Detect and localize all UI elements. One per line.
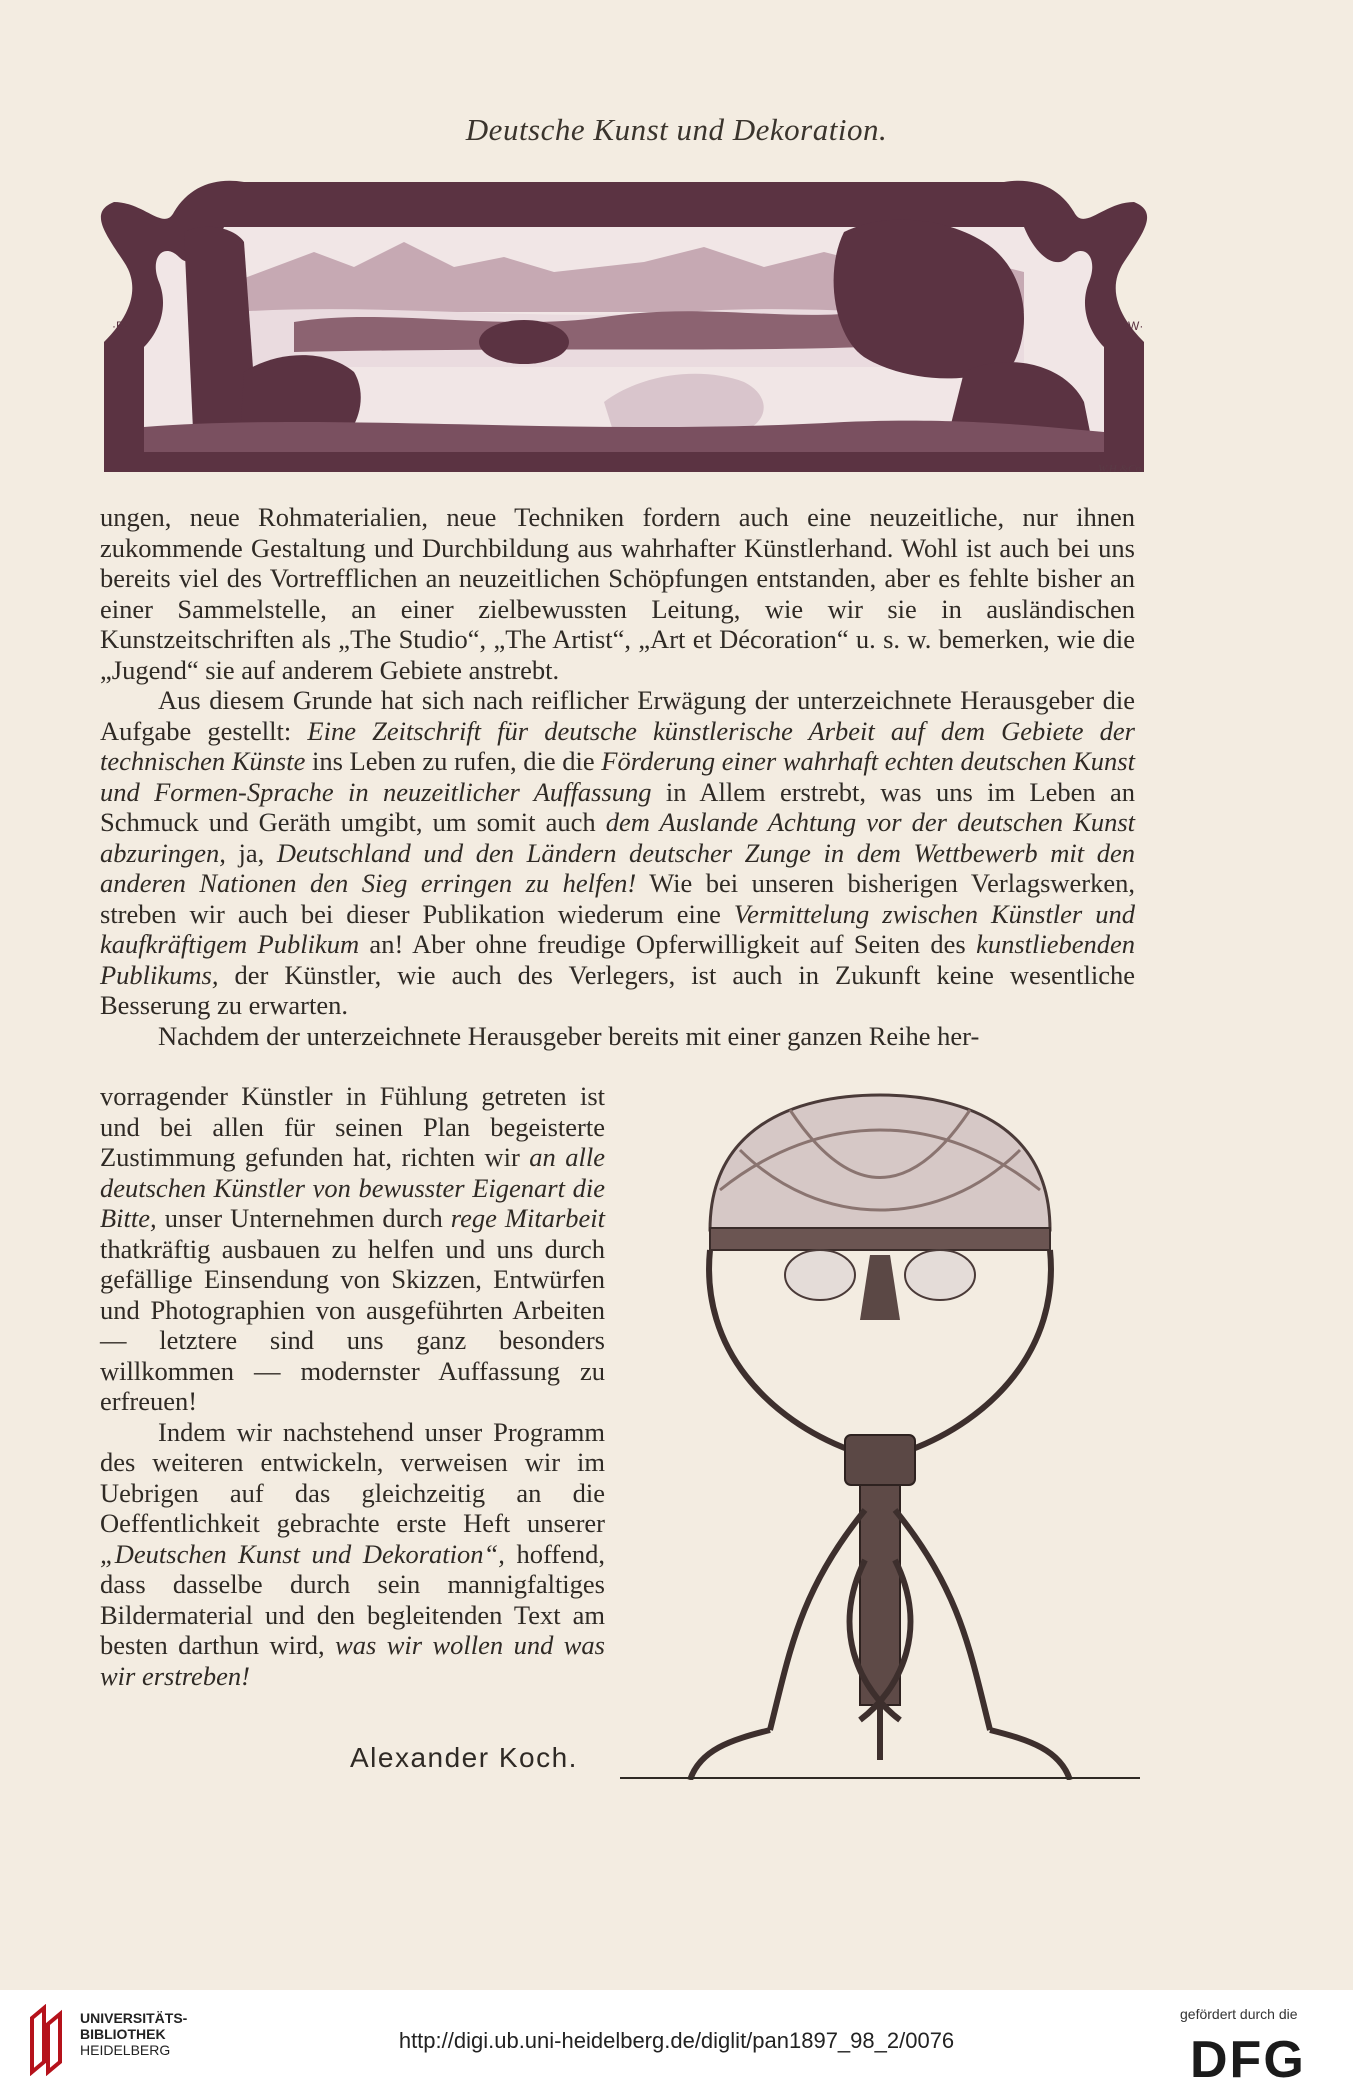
paragraph-1: ungen, neue Rohmaterialien, neue Techniken fordern auch eine neuzeitliche, nur ihnen zukommende Gestaltung und Durchbildung aus wahrhafter Künstlerhand. Wohl ist auch bei uns bereits viel des Vortrefflichen an neuzeitlichen Schöpfungen entstanden, aber es fehlte bisher an einer Sammelstelle, an einer zielbewussten Leitung, wie wir sie in ausländischen Kunstzeitschriften als „The Studio“, „The Artist“, „Art et Décoration“ u. s. w. bemerken, wie die „Jugend“ sie auf anderem Gebiete anstrebt. (100, 502, 1135, 685)
banner-initial-right: ·W· (1124, 319, 1144, 333)
paragraph-3: vorragender Künstler in Fühlung getreten ist und bei allen für seinen Plan begeisterte Zustimmung gefunden hat, richten wir an alle deutschen Künstler von bewusster Eigenart die Bitte, unser Unternehmen durch rege Mitarbeit thatkräftig ausbauen zu helfen und uns durch gefällige Einsendung von Skizzen, Entwürfen und Photographien von ausgeführten Arbeiten — letztere sind uns ganz besonders willkommen — modernster Auffassung zu erfreuen! (100, 1081, 605, 1416)
author-signature: Alexander Koch. (350, 1742, 578, 1773)
library-name: UNIVERSITÄTS- BIBLIOTHEK HEIDELBERG (80, 2010, 188, 2058)
source-url-link[interactable]: http://digi.ub.uni-heidelberg.de/diglit/pan1897_98_2/0076 (398, 2028, 955, 2053)
engraver-mark: W.H.&Co. (1098, 463, 1144, 475)
text-block-narrow (100, 1081, 605, 1691)
decorative-landscape-banner (84, 172, 1164, 472)
page-header-title: Deutsche Kunst und Dekoration. (465, 112, 888, 147)
paragraph-2: Aus diesem Grunde hat sich nach reiflicher Erwägung der unterzeichnete Herausgeber die Aufgabe gestellt: Eine Zeitschrift für deutsche künstlerische Arbeit auf dem Gebiete der technischen Künste ins Leben zu rufen, die die Förderung einer wahrhaft echten deutschen Kunst und Formen-Sprache in neuzeitlicher Auffassung in Allem erstrebt, was uns im Leben an Schmuck und Geräth umgibt, um somit auch dem Auslande Achtung vor der deutschen Kunst abzuringen, ja, Deutschland und den Ländern deutscher Zunge in dem Wettbewerb mit den anderen Nationen den Sieg erringen zu helfen! Wie bei unseren bisherigen Verlagswerken, streben wir auch bei dieser Publikation wiederum eine Vermittelung zwischen Künstler und kaufkräftigem Publikum an! Aber ohne freudige Opferwilligkeit auf Seiten des kunstliebenden Publikums, der Künstler, wie auch des Verlegers, ist auch in Zukunft keine wesentliche Besserung zu erwarten. (100, 685, 1136, 1020)
lamp-illustration (620, 1090, 1140, 1780)
dfg-caption: gefördert durch die (1180, 2006, 1298, 2022)
text-block-full-width (100, 502, 1135, 1051)
paragraph-3-opening: Nachdem der unterzeichnete Herausgeber bereits mit einer ganzen Reihe her- (158, 1020, 980, 1051)
banner-initial-left: ·B· (112, 319, 128, 333)
paragraph-4: Indem wir nachstehend unser Programm des weiteren entwickeln, verweisen wir im Uebrigen auf das gleichzeitig an die Oeffentlichkeit gebrachte erste Heft unserer „Deutschen Kunst und Dekoration“, hoffend, dass dasselbe durch sein mannigfaltiges Bildermaterial und den begleitenden Text am besten darthun wird, was wir wollen und was wir erstreben! (100, 1416, 605, 1691)
dfg-logo: DFG (1190, 2031, 1306, 2089)
